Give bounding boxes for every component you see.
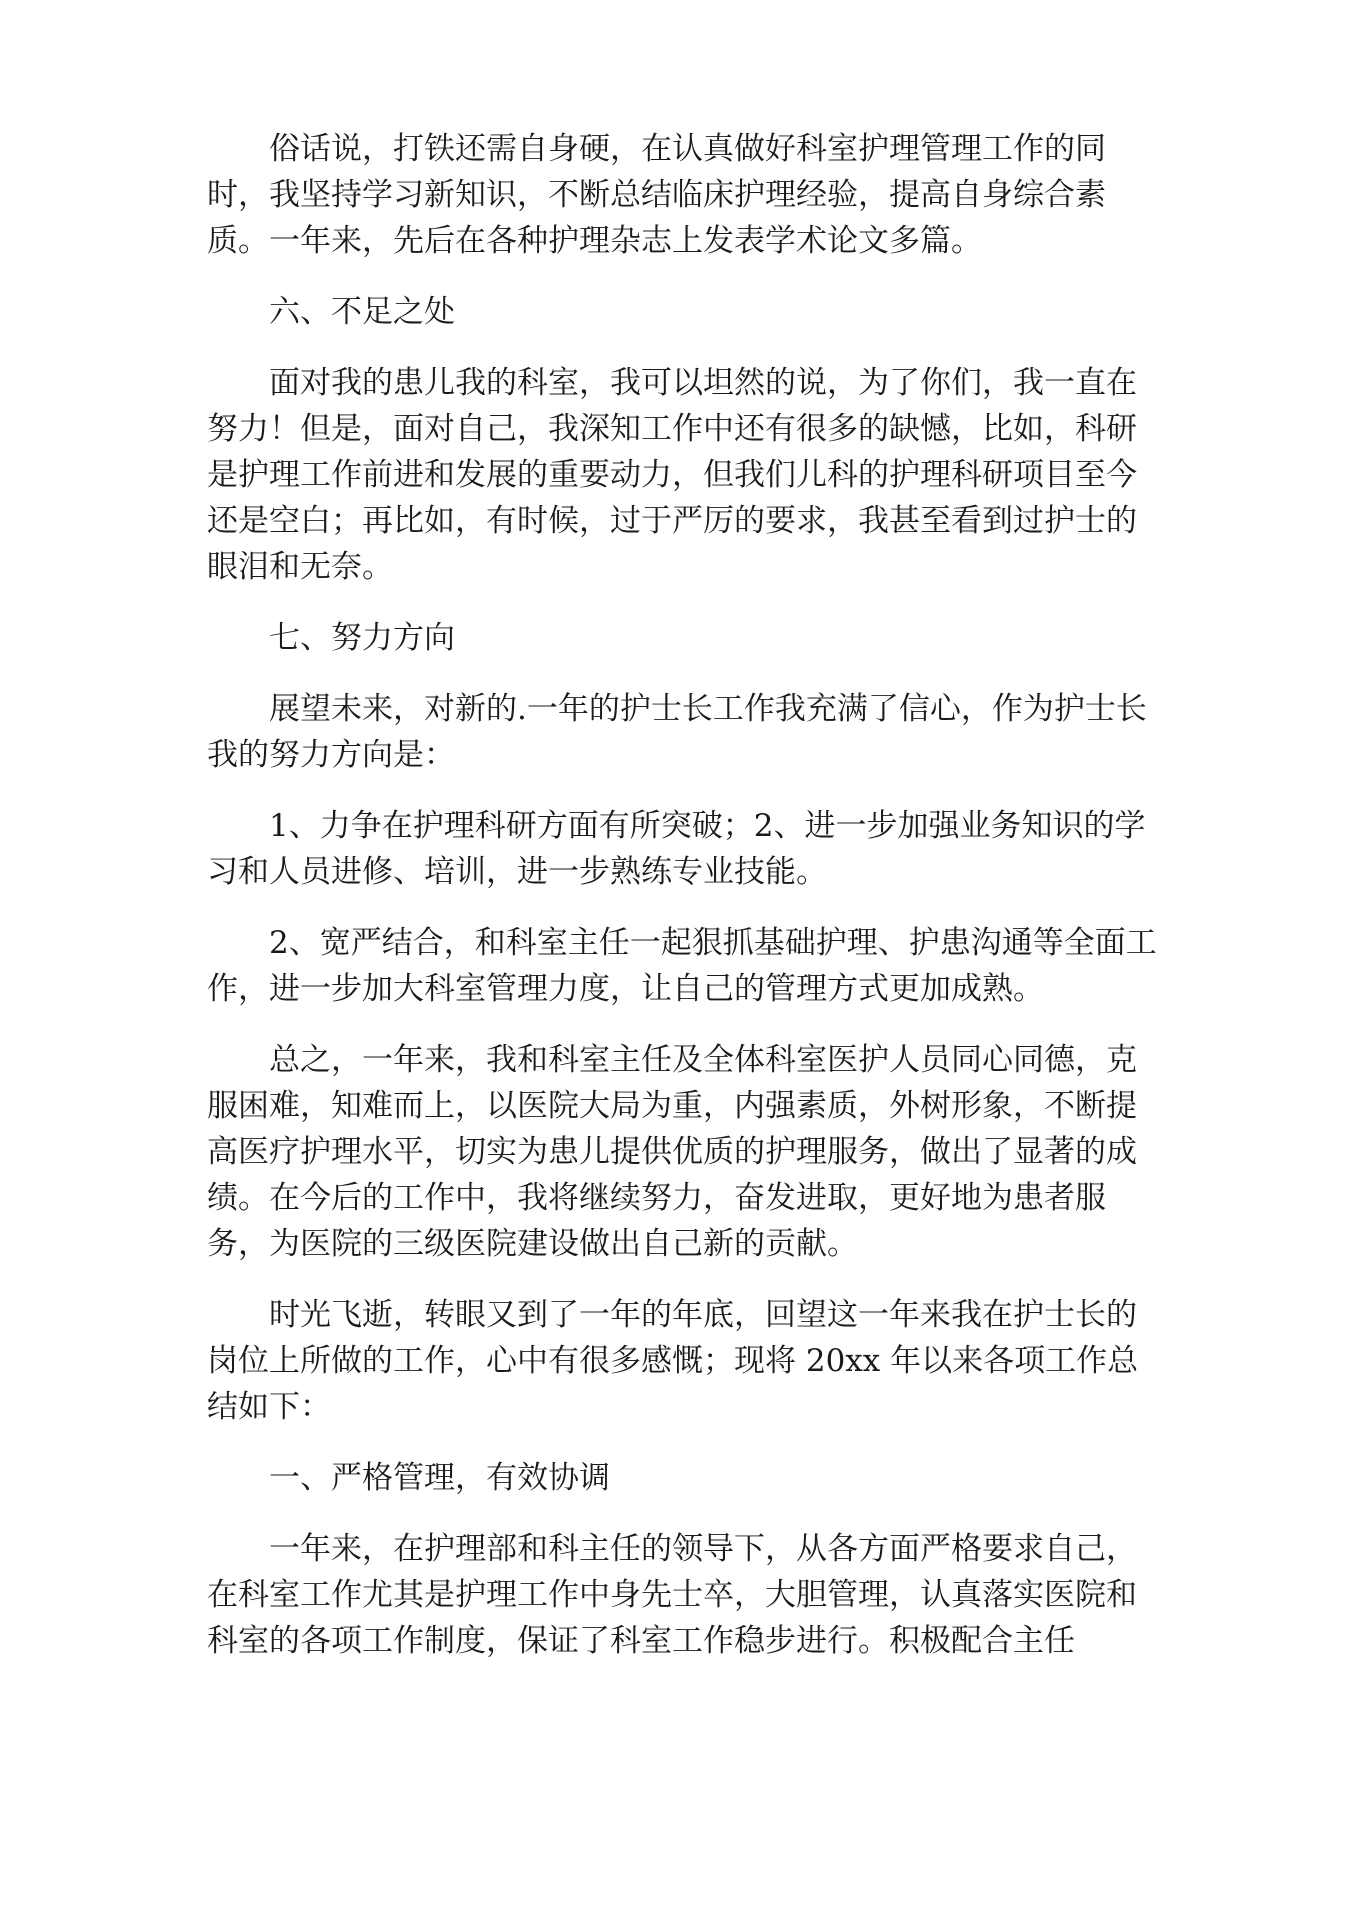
paragraph-direction-item-2: 2、宽严结合，和科室主任一起狠抓基础护理、护患沟通等全面工作，进一步加大科室管理力度，让自己的管理方式更加成熟。 — [207, 925, 1157, 1007]
heading-shortcomings: 六、不足之处 — [269, 294, 455, 330]
paragraph-self-improvement: 俗话说，打铁还需自身硬，在认真做好科室护理管理工作的同时，我坚持学习新知识，不断总结临床护理经验，提高自身综合素质。一年来，先后在各种护理杂志上发表学术论文多篇。 — [207, 131, 1106, 259]
paragraph-shortcomings: 面对我的患儿我的科室，我可以坦然的说，为了你们，我一直在努力！但是，面对自己，我深知工作中还有很多的缺憾，比如，科研是护理工作前进和发展的重要动力，但我们儿科的护理科研项目至今还是空白；再比如，有时候，过于严厉的要求，我甚至看到过护士的眼泪和无奈。 — [207, 365, 1137, 585]
paragraph-new-summary-intro: 时光飞逝，转眼又到了一年的年底，回望这一年来我在护士长的岗位上所做的工作，心中有很多感慨；现将 20xx 年以来各项工作总结如下： — [207, 1297, 1139, 1425]
document-body — [207, 126, 1167, 1689]
paragraph-direction-intro: 展望未来，对新的.一年的护士长工作我充满了信心，作为护士长我的努力方向是： — [207, 691, 1147, 773]
paragraph-strict-management: 一年来，在护理部和科主任的领导下，从各方面严格要求自己，在科室工作尤其是护理工作中身先士卒，大胆管理，认真落实医院和科室的各项工作制度，保证了科室工作稳步进行。积极配合主任 — [207, 1531, 1137, 1659]
paragraph-direction-item-1: 1、力争在护理科研方面有所突破；2、进一步加强业务知识的学习和人员进修、培训，进一步熟练专业技能。 — [207, 808, 1146, 890]
heading-strict-management: 一、严格管理，有效协调 — [269, 1460, 610, 1496]
heading-direction: 七、努力方向 — [269, 620, 455, 656]
paragraph-conclusion: 总之，一年来，我和科室主任及全体科室医护人员同心同德，克服困难，知难而上，以医院大局为重，内强素质，外树形象，不断提高医疗护理水平，切实为患儿提供优质的护理服务，做出了显著的成绩。在今后的工作中，我将继续努力，奋发进取，更好地为患者服务，为医院的三级医院建设做出自己新的贡献。 — [207, 1042, 1137, 1262]
